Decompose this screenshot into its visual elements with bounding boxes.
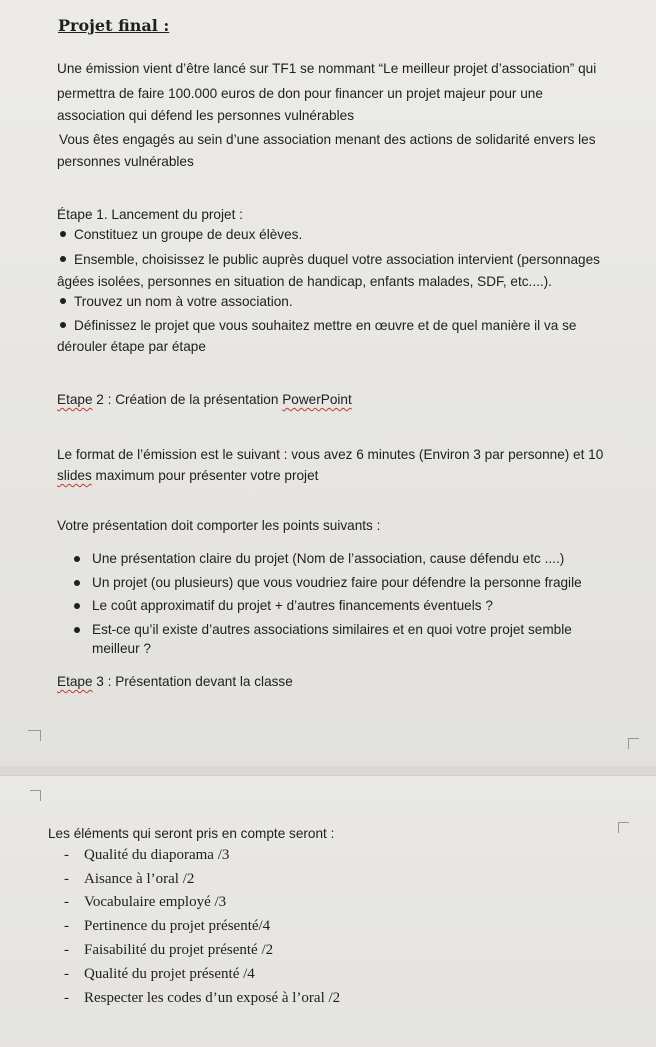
intro-line-3: association qui défend les personnes vulnérables <box>57 108 354 123</box>
etape1-bullet-3-text: Trouvez un nom à votre association. <box>74 294 293 309</box>
bullet-dot <box>60 256 66 262</box>
etape2-point-1: Une présentation claire du projet (Nom de l’association, cause défendu etc ....) <box>92 551 565 566</box>
dash: - <box>64 847 69 863</box>
crop-mark <box>628 738 639 749</box>
dash: - <box>64 871 69 887</box>
criteria-item-text: Aisance à l’oral /2 <box>84 871 195 887</box>
intro-line-2: permettra de faire 100.000 euros de don pour financer un projet majeur pour une <box>57 86 543 101</box>
etape2-format-rest: maximum pour présenter votre projet <box>91 468 319 483</box>
criteria-item-text: Qualité du projet présenté /4 <box>84 966 255 982</box>
bullet-dot <box>74 580 80 586</box>
criteria-item-text: Respecter les codes d’un exposé à l’oral /2 <box>84 990 341 1006</box>
dash: - <box>64 990 69 1006</box>
criteria-item <box>64 990 340 1007</box>
intro-line-4: Vous êtes engagés au sein d’une association menant des actions de solidarité envers les <box>59 132 596 147</box>
page-title: Projet final : <box>58 16 170 35</box>
etape2-format-line-2 <box>57 465 318 486</box>
bullet-dot <box>74 603 80 609</box>
etape1-bullet-2-text: Ensemble, choisissez le public auprès duquel votre association intervient (personnages <box>74 252 600 267</box>
etape2-point-2: Un projet (ou plusieurs) que vous voudriez faire pour défendre la personne fragile <box>92 575 582 590</box>
crop-mark <box>28 730 41 741</box>
etape1-heading: Étape 1. Lancement du projet : <box>57 207 243 222</box>
bullet-dot <box>74 627 80 633</box>
etape1-bullet-4 <box>57 315 576 336</box>
etape2-point-4: Est-ce qu’il existe d’autres associations similaires et en quoi votre projet semble <box>92 622 572 637</box>
etape2-heading-word: Etape <box>57 392 93 407</box>
etape2-heading-powerpoint: PowerPoint <box>282 392 352 407</box>
criteria-item-text: Pertinence du projet présenté/4 <box>84 918 271 934</box>
etape2-heading <box>57 389 352 410</box>
intro-line-1: Une émission vient d’être lancé sur TF1 se nommant “Le meilleur projet d’association” qui <box>57 61 597 76</box>
dash: - <box>64 942 69 958</box>
etape2-heading-rest: 2 : Création de la présentation <box>92 392 283 407</box>
etape3-heading <box>57 671 293 692</box>
etape1-bullet-4-text: Définissez le projet que vous souhaitez mettre en œuvre et de quel manière il va se <box>74 318 577 333</box>
etape1-bullet-2-cont: âgées isolées, personnes en situation de handicap, enfants malades, SDF, etc....). <box>57 274 552 289</box>
criteria-item <box>64 966 255 983</box>
etape2-format-line-1: Le format de l’émission est le suivant : vous avez 6 minutes (Environ 3 par personne) et 10 <box>57 447 604 462</box>
dash: - <box>64 966 69 982</box>
crop-mark <box>30 790 41 801</box>
etape3-heading-word: Etape <box>57 674 93 689</box>
etape3-heading-rest: 3 : Présentation devant la classe <box>92 674 293 689</box>
criteria-item <box>64 918 270 935</box>
criteria-item-text: Qualité du diaporama /3 <box>84 847 230 863</box>
intro-line-5: personnes vulnérables <box>57 154 194 169</box>
dash: - <box>64 894 69 910</box>
etape2-points-intro: Votre présentation doit comporter les points suivants : <box>57 518 381 533</box>
etape1-bullet-2 <box>57 249 600 270</box>
bullet-dot <box>60 322 66 328</box>
criteria-heading: Les éléments qui seront pris en compte seront : <box>48 826 335 841</box>
criteria-item <box>64 894 226 911</box>
criteria-item-text: Vocabulaire employé /3 <box>84 894 227 910</box>
dash: - <box>64 918 69 934</box>
etape1-bullet-1-text: Constituez un groupe de deux élèves. <box>74 227 303 242</box>
etape2-format-slides: slides <box>57 468 92 483</box>
criteria-item <box>64 847 229 864</box>
bullet-dot <box>60 298 66 304</box>
criteria-item <box>64 871 194 888</box>
crop-mark <box>618 822 629 833</box>
etape1-bullet-1 <box>57 224 302 245</box>
etape1-bullet-3 <box>57 291 293 312</box>
etape2-point-4-cont: meilleur ? <box>92 641 151 656</box>
bullet-dot <box>60 231 66 237</box>
etape2-point-3: Le coût approximatif du projet + d’autres financements éventuels ? <box>92 598 493 613</box>
criteria-item-text: Faisabilité du projet présenté /2 <box>84 942 274 958</box>
etape1-bullet-4-cont: dérouler étape par étape <box>57 339 206 354</box>
criteria-item <box>64 942 273 959</box>
bullet-dot <box>74 556 80 562</box>
